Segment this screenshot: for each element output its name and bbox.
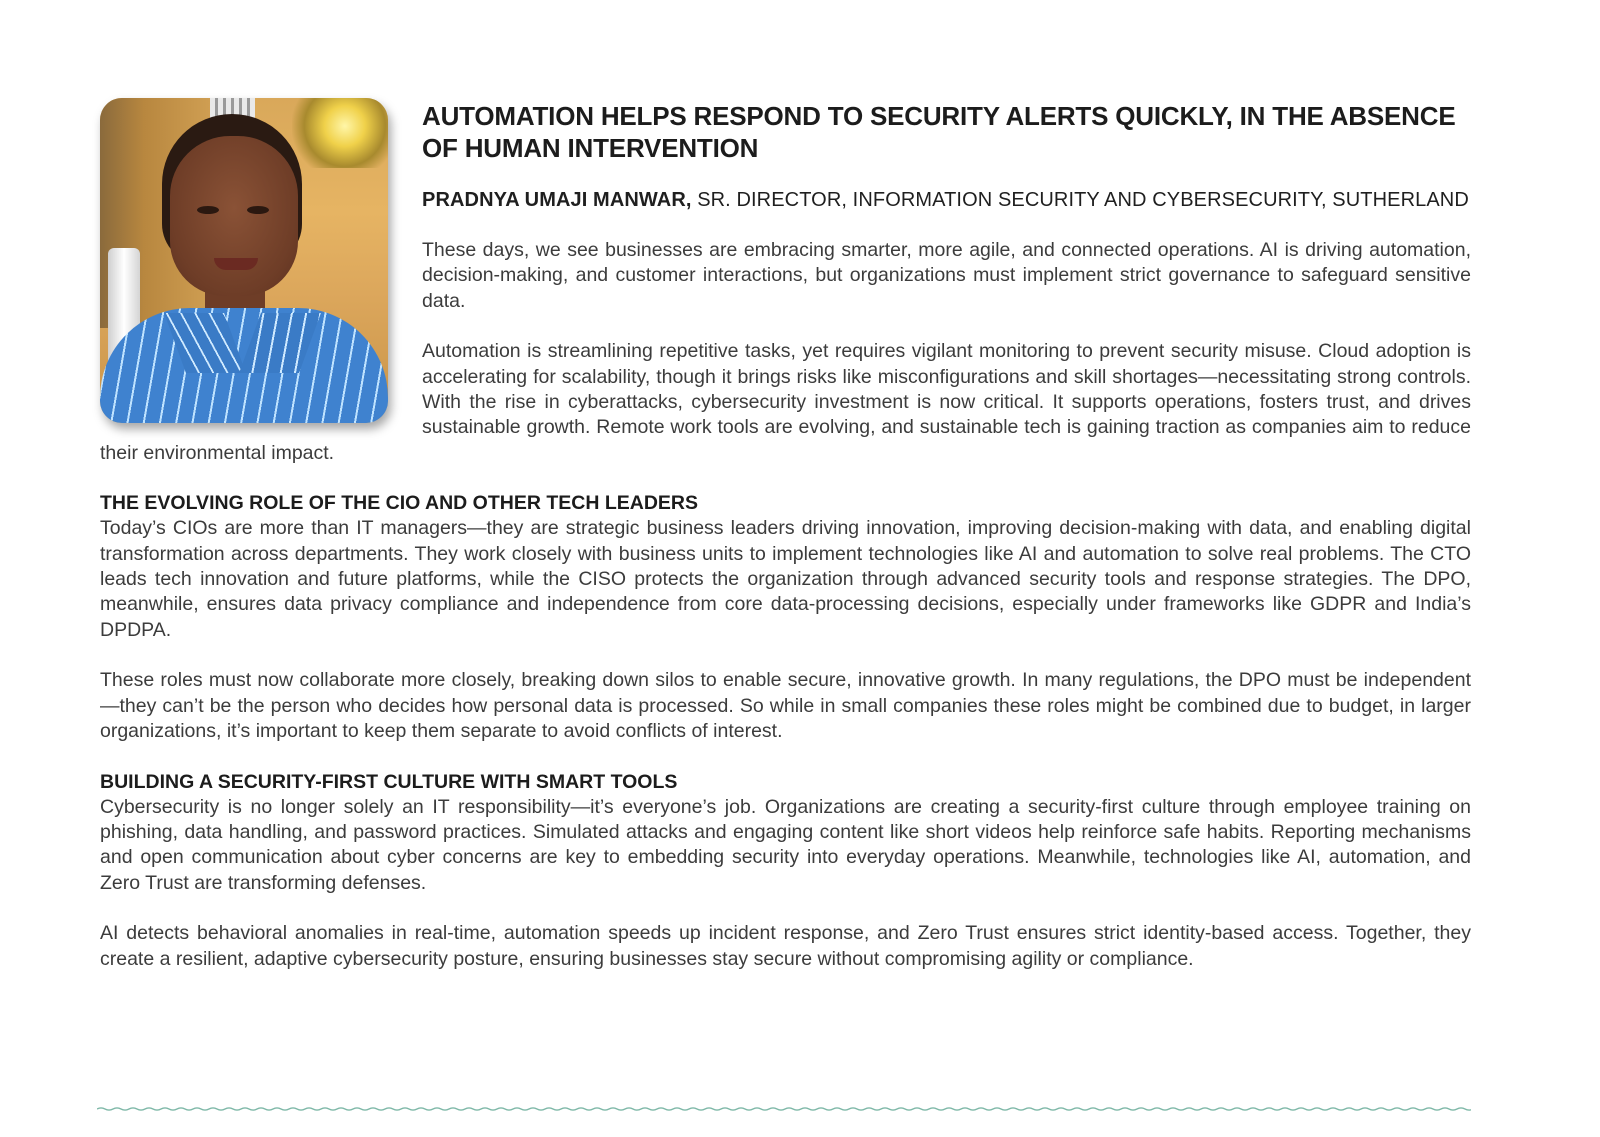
author-name: PRADNYA UMAJI MANWAR, (422, 189, 692, 211)
portrait-face (170, 136, 298, 296)
section-2-paragraph-1: Cybersecurity is no longer solely an IT responsibility—it’s everyone’s job. Organizations are creating a security-first culture through employee training on phishing, data handling, and password practices. Simulated attacks and engaging content like short videos help reinforce safe habits. Reporting mechanisms and open communication about cyber concerns are key to embedding security into everyday operations. Meanwhile, technologies like AI, automation, and Zero Trust are transforming defenses. (100, 795, 1471, 894)
section-heading-cio-role: THE EVOLVING ROLE OF THE CIO AND OTHER TECH LEADERS (100, 492, 699, 515)
portrait-smile (214, 258, 258, 270)
section-heading-security-culture: BUILDING A SECURITY-FIRST CULTURE WITH SMART TOOLS (100, 770, 678, 793)
portrait-wall-lamp (292, 98, 388, 168)
intro-paragraph-1: These days, we see businesses are embracing smarter, more agile, and connected operations. AI is driving automation, decision-making, and customer interactions, but organizations must implement strict governance to safeguard sensitive data. (422, 239, 1471, 312)
section-2-paragraph-2: AI detects behavioral anomalies in real-time, automation speeds up incident response, and Zero Trust ensures strict identity-based access. Together, they create a resilient, adaptive cybersecurity posture, ensuring businesses stay secure without compromising agility or compliance. (100, 922, 1471, 970)
author-role: SR. DIRECTOR, INFORMATION SECURITY AND CYBERSECURITY, SUTHERLAND (691, 189, 1469, 211)
section-1-paragraph-2: These roles must now collaborate more closely, breaking down silos to enable secure, innovative growth. In many regulations, the DPO must be independent—they can’t be the person who decides how personal data is processed. So while in small companies these roles might be combined due to budget, in larger organizations, it’s important to keep them separate to avoid conflicts of interest. (100, 669, 1471, 743)
author-portrait (100, 98, 388, 423)
section-1-paragraph-1: Today’s CIOs are more than IT managers—they are strategic business leaders driving innovation, improving decision-making with data, and enabling digital transformation across departments. They work closely with business units to implement technologies like AI and automation to solve real problems. The CTO leads tech innovation and future platforms, while the CISO protects the organization through advanced security tools and response strategies. The DPO, meanwhile, ensures data privacy compliance and independence from core data-processing decisions, especially under frameworks like GDPR and India’s DPDPA. (100, 517, 1471, 641)
intro-paragraph-2: Automation is streamlining repetitive tasks, yet requires vigilant monitoring to prevent security misuse. Cloud adoption is accelerating for scalability, though it brings risks like misconfigurations and skill shortages—necessitating strong controls. With the rise in cyberattacks, cybersecurity investment is now critical. It supports operations, fosters trust, and drives sustainable growth. Remote work tools are evolving, and sustainable tech is gaining traction as companies aim to reduce their environmental impact. (100, 340, 1471, 464)
article-page (100, 98, 1471, 972)
footer-wave-divider (97, 1104, 1471, 1114)
article-headline: AUTOMATION HELPS RESPOND TO SECURITY ALERTS QUICKLY, IN THE ABSENCE OF HUMAN INTERVENTION (422, 101, 1456, 163)
portrait-eye-left (197, 206, 219, 214)
footer-wave-line (97, 1108, 1471, 1110)
portrait-eye-right (247, 206, 269, 214)
